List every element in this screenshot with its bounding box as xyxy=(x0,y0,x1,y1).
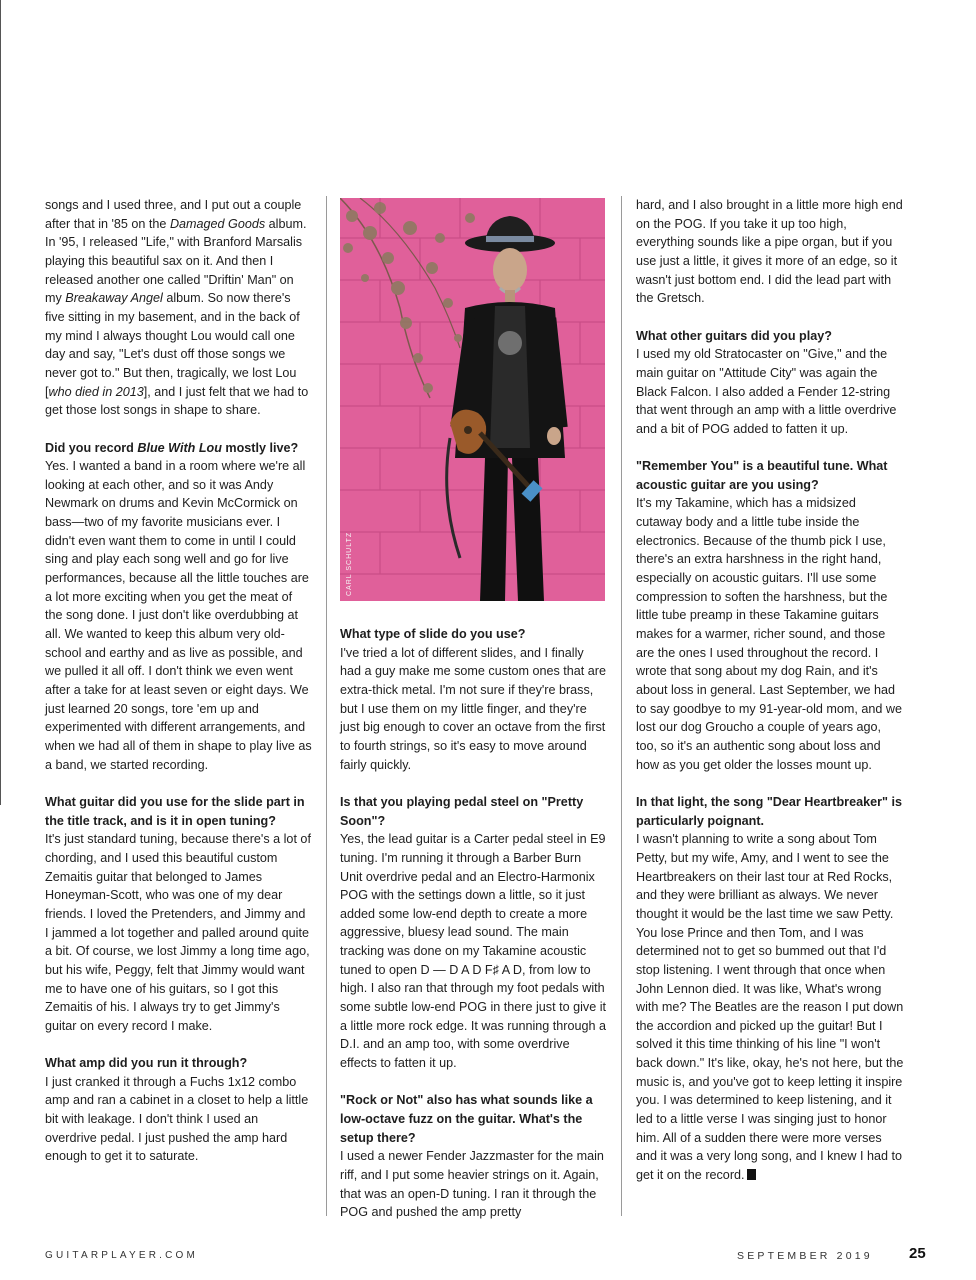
article-column-1 xyxy=(45,196,312,1166)
article-column-3 xyxy=(636,196,904,1185)
interview-question: What type of slide do you use? xyxy=(340,627,526,641)
column-divider xyxy=(326,196,327,1216)
end-mark-icon xyxy=(747,1169,756,1180)
interview-answer: I used a newer Fender Jazzmaster for the main riff, and I put some heavier strings on it. Again, that was an open-D tuning. I ran it through the POG and pushed the amp pretty xyxy=(340,1149,604,1220)
paragraph: songs and I used three, and I put out a couple after that in '85 on the Damaged Goods album. In '95, I released "Life," with Branford Marsalis playing this beautiful sax on it. And then I released another one called "Driftin' Man" on my Breakaway Angel album. So now there's five sitting in my basement, and in the back of my mind I always thought Lou would call one day and say, "Let's dust off those songs we never got to." But then, tragically, we lost Lou [who died in 2013], and I just felt that we had to get those lost songs in shape to share. xyxy=(45,198,309,418)
photo-credit: CARL SCHULTZ xyxy=(346,531,353,596)
interview-question: Is that you playing pedal steel on "Pretty Soon"? xyxy=(340,794,584,828)
column-divider xyxy=(621,196,622,1216)
interview-answer: I just cranked it through a Fuchs 1x12 combo amp and ran a cabinet in a closet to help a little bit with leakage. I don't think I used an overdrive pedal. I just pushed the amp hard enough to get it to saturate. xyxy=(45,1074,309,1164)
article-column-2 xyxy=(340,625,606,1222)
interview-answer: Yes, the lead guitar is a Carter pedal steel in E9 tuning. I'm running it through a Barber Burn Unit overdrive pedal and an Electro-Harmonix POG with the settings down a little, so it just added some low-end depth to create a more aggressive, bluesy lead sound. The main tracking was done on my Takamine acoustic tuned to open D — D A D F♯ A D, from low to high. I also ran that through my foot pedals with some subtle low-end POG in there just to give it a little more rock edge. It was running through a D.I. and an amp too, with some overdrive effects to fatten it up. xyxy=(340,832,607,1071)
footer-issue-date: SEPTEMBER 2019 xyxy=(737,1250,873,1262)
interview-answer: It's just standard tuning, because there's a lot of chording, and I used this beautiful custom Zemaitis guitar that belonged to James Honeyman-Scott, who was one of my dear friends. I loved the Pretenders, and Jimmy and I jammed a lot together and palled around quite a bit. Of course, we lost Jimmy a long time ago, but his wife, Peggy, felt that Jimmy would want me to have one of his guitars, so I got this Zemaitis of his. I always try to get Jimmy's guitar on every record I make. xyxy=(45,832,311,1033)
interview-answer: It's my Takamine, which has a midsized cutaway body and a little tube inside the electronics. Because of the thumb pick I use, there's an extra harshness in the right hand, especially on acoustic guitars. I'll use some compression to soften the harshness, but the little tube preamp in these Takamine guitars makes for a warmer, richer sound, and those are the ones I used throughout the record. I wrote that song about my dog Rain, and it's about loss in general. Last September, we had to say goodbye to my 91-year-old mom, and we lost our dog Groucho a couple of years ago, too, so it's an authentic song about loss and how as you get older the losses mount up. xyxy=(636,496,902,772)
interview-question: "Remember You" is a beautiful tune. What acoustic guitar are you using? xyxy=(636,459,888,492)
interview-answer: Yes. I wanted a band in a room where we're all looking at each other, and so it was Andy Newmark on drums and Kevin McCormick on bass—two of my favorite musicians ever. I didn't even want them to come in until I could sing and play each song well and go for live performances, because all the little touches are a lot more exciting when you get the meat of the song done. I just don't like overdubbing at all. We wanted to keep this album very old-school and earthy and as live as possible, and we pulled it all off. I don't think we even went after a take for at least seven or eight days. We just learned 20 songs, tore 'em up and experimented with different arrangements, and when we had all of them in shape to play live as a band, we started recording. xyxy=(45,459,312,772)
interview-question: In that light, the song "Dear Heartbreaker" is particularly poignant. xyxy=(636,794,902,828)
interview-question: "Rock or Not" also has what sounds like a low-octave fuzz on the guitar. What's the setup there? xyxy=(340,1093,593,1145)
interview-question: Did you record Blue With Lou mostly live? xyxy=(45,440,299,455)
interview-question: What amp did you run it through? xyxy=(45,1056,248,1071)
interview-answer: I used my old Stratocaster on "Give," and the main guitar on "Attitude City" was again the Black Falcon. I also added a Fender 12-string that went through an amp with a little overdrive and a bit of POG added to fatten it up. xyxy=(636,347,897,436)
page-number: 25 xyxy=(909,1245,926,1262)
artist-photo xyxy=(340,198,605,601)
interview-answer: I've tried a lot of different slides, and I finally had a guy make me some custom ones that are extra-thick metal. I'm not sure if they're brass, but I use them on my little finger, and they're just big enough to cover an octave from the first to fourth strings, so it's easy to move around fairly quickly. xyxy=(340,645,607,772)
footer-website: GUITARPLAYER.COM xyxy=(45,1250,199,1261)
page-edge-line xyxy=(0,0,1,805)
interview-answer: I wasn't planning to write a song about Tom Petty, but my wife, Amy, and I went to see the Heartbreakers on their last tour at Red Rocks, and they were brilliant as always. We never thought it would be the last time we saw Petty. You lose Prince and then Tom, and I was determined not to get so bummed out that I'd stop listening. I went through that once when John Lennon died. It was like, What's wrong with me? The Beatles are the reason I put down the accordion and picked up the guitar! But I solved it this time thinking of his line "I won't back down." It's like, okay, he's not here, but the music is, and you've got to keep letting it inspire you. I was determined to keep listening, and it led to a little verse I was singing just to honor him. All of a sudden there were more verses and it was a very long song, and I knew I had to get it on the record. xyxy=(636,832,904,1183)
interview-question: What guitar did you use for the slide part in the title track, and is it in open tuning? xyxy=(45,794,305,828)
paragraph: hard, and I also brought in a little more high end on the POG. If you take it up too high, everything sounds like a pipe organ, but if you use just a little, it gives it more of an edge, so it wasn't just bottom end. I did the lead part with the Gretsch. xyxy=(636,198,903,306)
interview-question: What other guitars did you play? xyxy=(636,328,832,343)
